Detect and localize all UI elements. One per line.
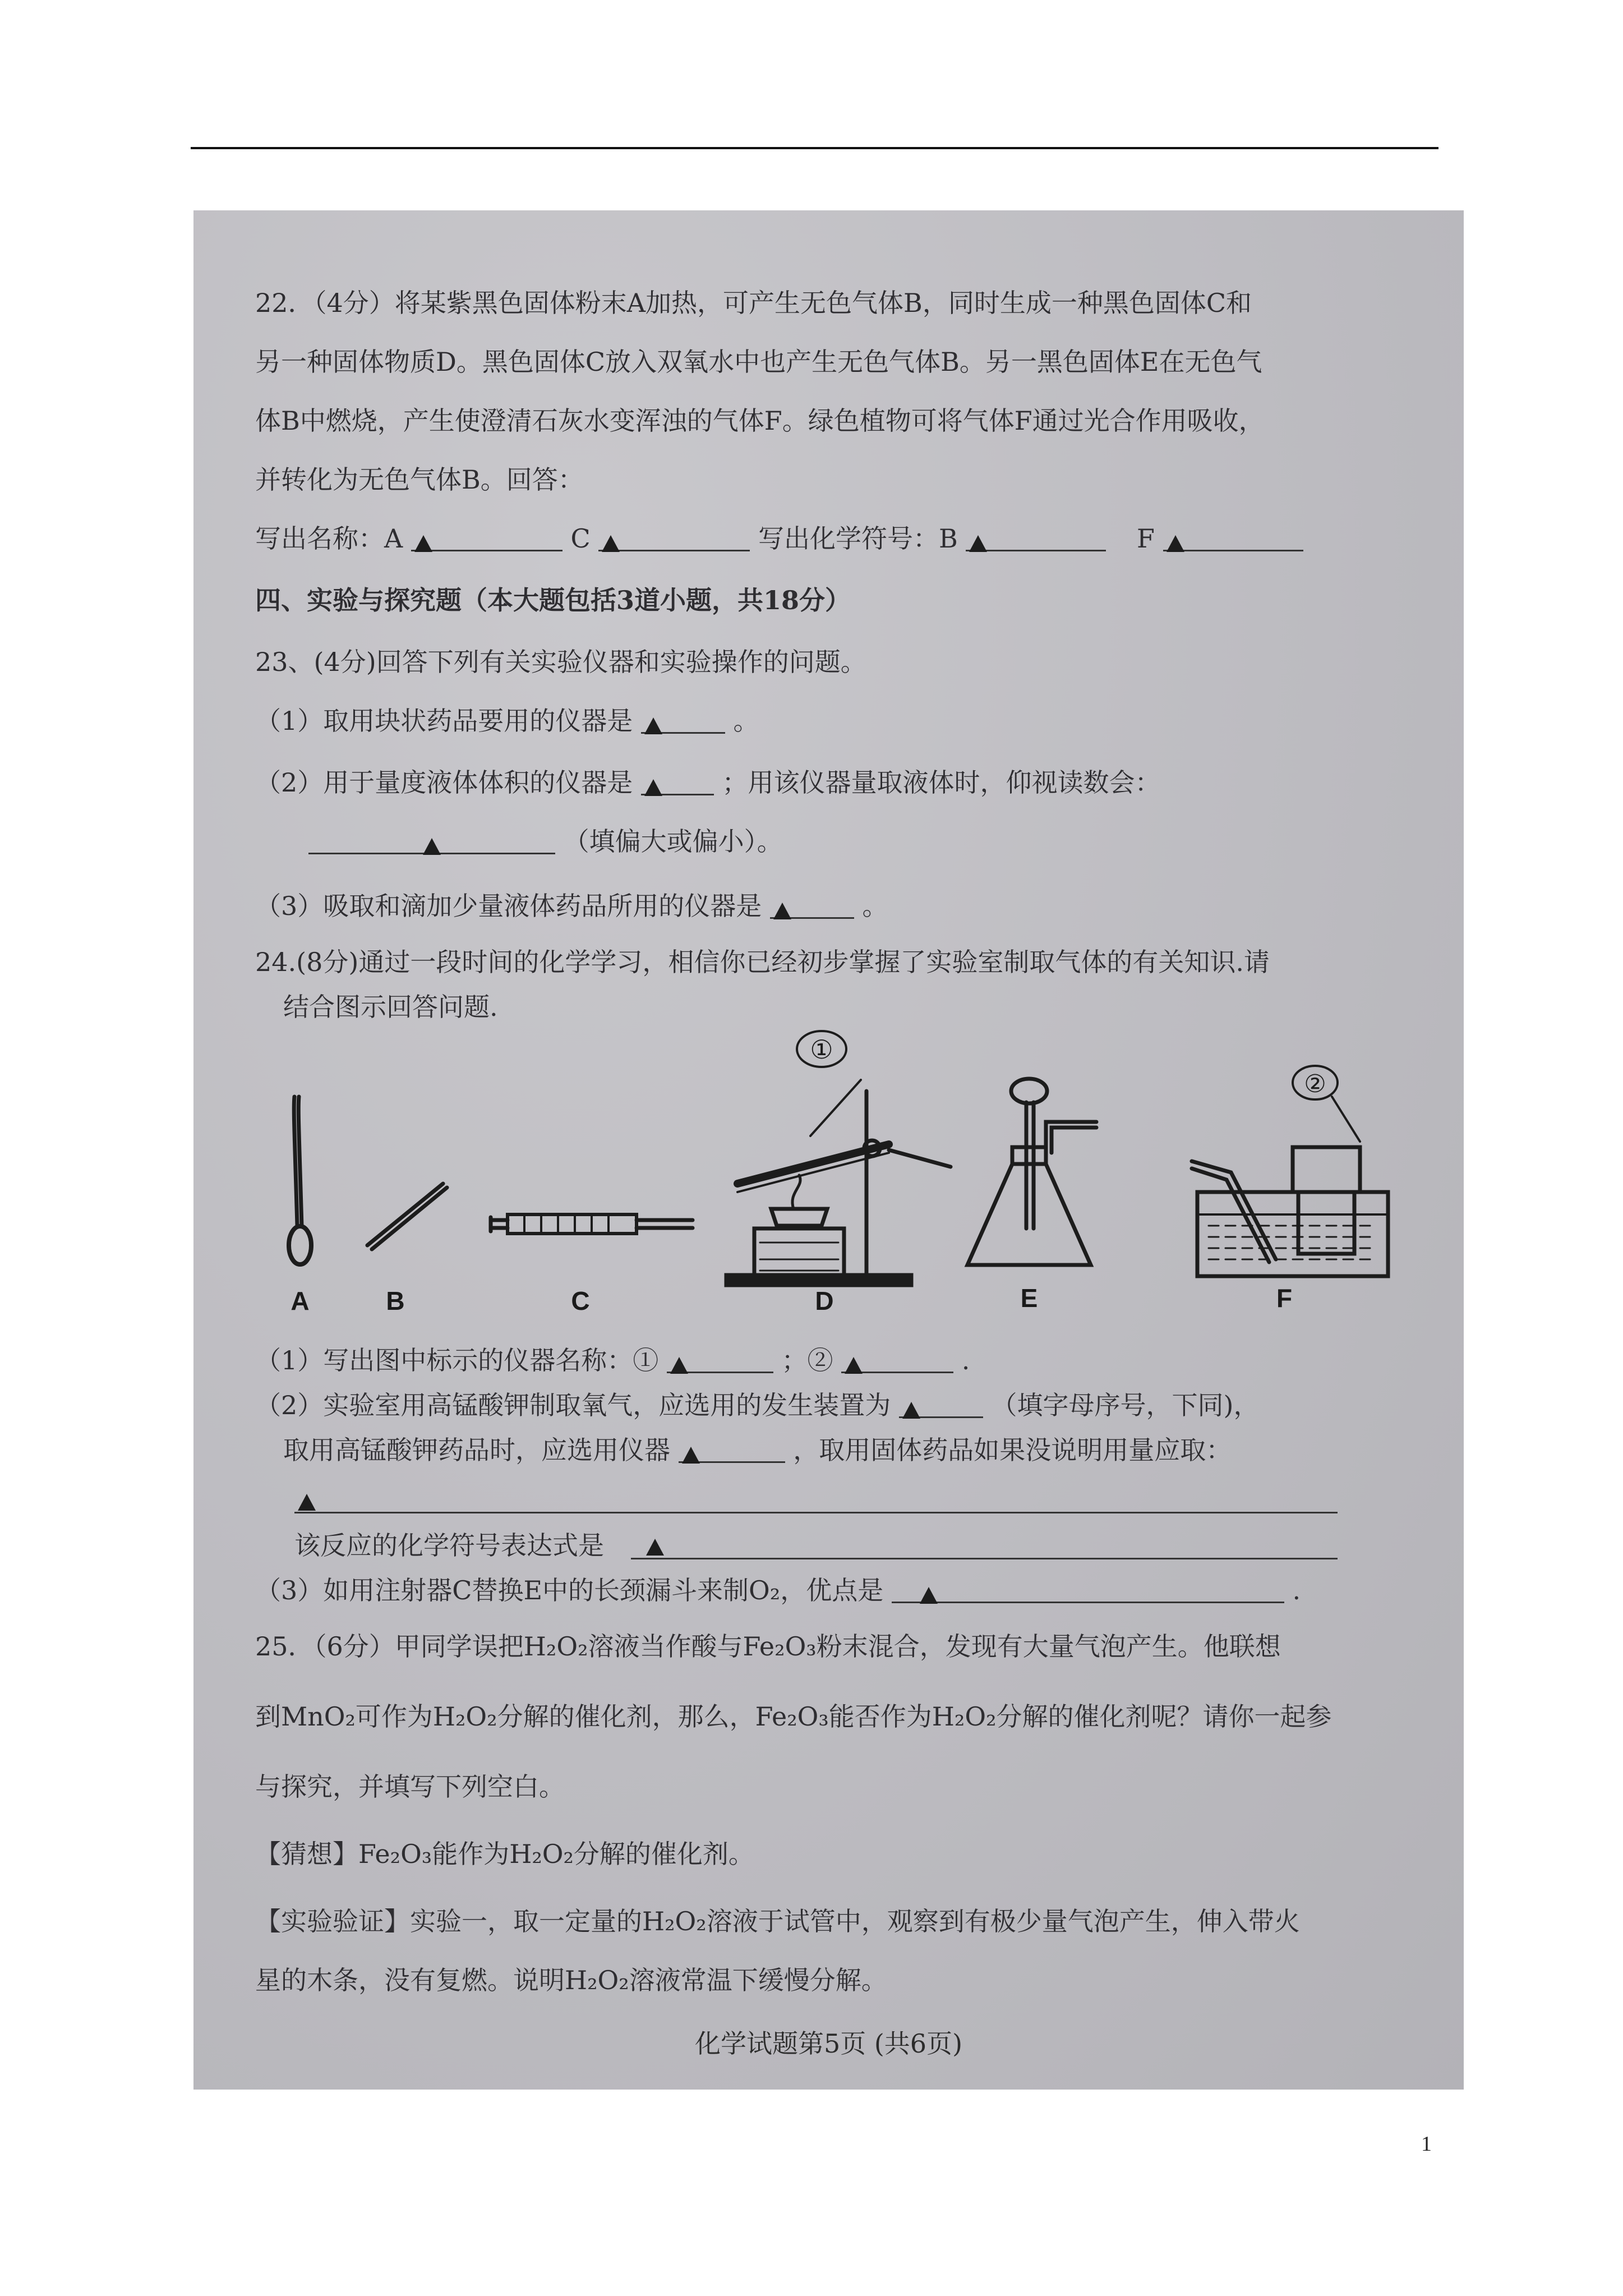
exam-photo bbox=[193, 210, 1464, 2090]
page-footer: 化学试题第5页 (共6页) bbox=[694, 2028, 963, 2059]
q22-line1: 22．（4分）将某紫黑色固体粉末A加热，可产生无色气体B，同时生成一种黑色固体C和 bbox=[255, 288, 1252, 318]
q22-answer-line bbox=[255, 522, 1303, 555]
answer-triangle-icon bbox=[670, 1357, 688, 1374]
answer-triangle-icon bbox=[969, 535, 987, 552]
answer-triangle-icon bbox=[902, 1402, 920, 1419]
q24-p2-text3: ，取用固体药品如果没说明用量应取： bbox=[793, 1435, 1232, 1465]
q25-line2: 到MnO₂可作为H₂O₂分解的催化剂，那么，Fe₂O₃能否作为H₂O₂分解的催化剂呢？请你一起参 bbox=[255, 1701, 1332, 1732]
water-trough-icon bbox=[1192, 1097, 1388, 1276]
q23-blank1[interactable] bbox=[641, 707, 725, 734]
marker-1-label: ① bbox=[810, 1036, 833, 1064]
q25-line3: 与探究，并填写下列空白。 bbox=[255, 1772, 565, 1802]
q23-intro: 23、(4分)回答下列有关实验仪器和实验操作的问题。 bbox=[255, 647, 866, 677]
q23-blank3[interactable] bbox=[308, 828, 555, 854]
q24-part2-eq bbox=[294, 1529, 667, 1562]
fig-label-c: C bbox=[571, 1286, 590, 1315]
q25-verify2: 星的木条，没有复燃。说明H₂O₂溶液常温下缓慢分解。 bbox=[255, 1965, 887, 1995]
q24-p3-end: . bbox=[1292, 1575, 1301, 1605]
q22-line2: 另一种固体物质D。黑色固体C放入双氧水中也产生无色气体B。另一黑色固体E在无色气 bbox=[255, 347, 1262, 377]
tweezers-icon bbox=[367, 1184, 447, 1249]
q23-part2-cont bbox=[308, 825, 783, 858]
answer-triangle-icon bbox=[602, 535, 620, 552]
q24-blank6[interactable] bbox=[892, 1577, 1284, 1603]
header-rule bbox=[191, 147, 1438, 149]
q24-p1-sep: ；② bbox=[781, 1345, 833, 1375]
answer-triangle-icon bbox=[646, 1539, 664, 1556]
answer-triangle-icon bbox=[920, 1587, 938, 1604]
q24-part2-cont bbox=[283, 1433, 1232, 1467]
answer-triangle-icon bbox=[644, 717, 662, 734]
q24-p2-text: （2）实验室用高锰酸钾制取氧气，应选用的发生装置为 bbox=[255, 1390, 891, 1420]
q24-part3 bbox=[255, 1573, 1301, 1607]
q24-blank4[interactable] bbox=[679, 1437, 785, 1463]
q24-p1-end: . bbox=[961, 1345, 970, 1375]
q23-p3-text: （3）吸取和滴加少量液体药品所用的仪器是 bbox=[255, 891, 762, 921]
answer-triangle-icon bbox=[644, 779, 662, 796]
q24-intro2: 结合图示回答问题. bbox=[283, 992, 498, 1022]
answer-triangle-icon bbox=[298, 1494, 316, 1511]
q23-blank4[interactable] bbox=[770, 892, 854, 919]
flask-icon bbox=[967, 1079, 1096, 1265]
q22-blank-a[interactable] bbox=[411, 525, 562, 551]
answer-triangle-icon bbox=[414, 535, 432, 552]
section4-heading: 四、实验与探究题（本大题包括3道小题，共18分） bbox=[255, 585, 851, 615]
fig-label-d: D bbox=[815, 1286, 834, 1315]
q22-label-c: C bbox=[570, 523, 591, 554]
q23-p2-text2: ；用该仪器量取液体时，仰视读数会： bbox=[722, 767, 1161, 798]
answer-triangle-icon bbox=[1166, 535, 1184, 552]
q24-p2-hint: （填字母序号，下同)， bbox=[991, 1390, 1260, 1420]
q25-guess: 【猜想】Fe₂O₃能作为H₂O₂分解的催化剂。 bbox=[255, 1839, 754, 1869]
q22-label-b: 写出化学符号：B bbox=[758, 523, 958, 554]
heating-apparatus-icon bbox=[726, 1080, 951, 1285]
q24-p2-text4: 该反应的化学符号表达式是 bbox=[294, 1530, 604, 1561]
q23-p2-hint: （填偏大或偏小）。 bbox=[563, 826, 783, 857]
q24-p1-text: （1）写出图中标示的仪器名称：① bbox=[255, 1345, 659, 1375]
answer-triangle-icon bbox=[423, 838, 441, 855]
q24-answer-rule bbox=[294, 1512, 1338, 1513]
q24-blank2[interactable] bbox=[841, 1347, 953, 1373]
fig-label-e: E bbox=[1020, 1283, 1038, 1313]
q23-part2 bbox=[255, 766, 1161, 799]
q23-p3-end: 。 bbox=[862, 891, 888, 921]
marker-1-icon bbox=[797, 1031, 846, 1067]
q22-line3: 体B中燃烧，产生使澄清石灰水变浑浊的气体F。绿色植物可将气体F通过光合作用吸收， bbox=[255, 406, 1265, 436]
q22-label-a: 写出名称：A bbox=[255, 523, 403, 554]
q24-blank3[interactable] bbox=[899, 1392, 983, 1418]
q22-blank-b[interactable] bbox=[966, 525, 1106, 551]
q23-part1 bbox=[255, 704, 759, 738]
q22-label-f: F bbox=[1137, 523, 1155, 554]
q23-part3 bbox=[255, 889, 888, 923]
syringe-icon bbox=[491, 1214, 693, 1234]
q24-part1 bbox=[255, 1343, 970, 1377]
fig-label-f: F bbox=[1276, 1283, 1293, 1313]
q22-line4: 并转化为无色气体B。回答： bbox=[255, 464, 584, 495]
q25-verify1: 【实验验证】实验一，取一定量的H₂O₂溶液于试管中，观察到有极少量气泡产生，伸入带火 bbox=[255, 1906, 1300, 1936]
q24-intro1: 24.(8分)通过一段时间的化学学习，相信你已经初步掌握了实验室制取气体的有关知识.请 bbox=[255, 947, 1270, 977]
q24-part2 bbox=[255, 1388, 1259, 1422]
fig-label-a: A bbox=[291, 1286, 310, 1315]
page-number: 1 bbox=[1421, 2132, 1432, 2156]
q24-p2-text2: 取用高锰酸钾药品时，应选用仪器 bbox=[283, 1435, 670, 1465]
marker-2-label: ② bbox=[1304, 1070, 1326, 1098]
q23-p1-end: 。 bbox=[733, 706, 759, 736]
marker-2-icon bbox=[1293, 1066, 1338, 1099]
answer-triangle-icon bbox=[845, 1357, 863, 1374]
q24-eq-rule bbox=[631, 1558, 1338, 1559]
q24-p3-text: （3）如用注射器C替换E中的长颈漏斗来制O₂，优点是 bbox=[255, 1575, 884, 1605]
ladle-icon bbox=[289, 1097, 311, 1264]
q22-blank-f[interactable] bbox=[1163, 525, 1303, 551]
q23-p1-text: （1）取用块状药品要用的仪器是 bbox=[255, 706, 633, 736]
q23-p2-text: （2）用于量度液体体积的仪器是 bbox=[255, 767, 633, 798]
answer-triangle-icon bbox=[773, 903, 791, 919]
q25-line1: 25．（6分）甲同学误把H₂O₂溶液当作酸与Fe₂O₃粉末混合，发现有大量气泡产生。他联想 bbox=[255, 1631, 1281, 1662]
q24-blank1[interactable] bbox=[667, 1347, 773, 1373]
answer-triangle-icon bbox=[682, 1447, 700, 1464]
fig-label-b: B bbox=[386, 1286, 405, 1315]
q23-blank2[interactable] bbox=[641, 769, 714, 795]
q22-blank-c[interactable] bbox=[598, 525, 750, 551]
apparatus-figure bbox=[244, 1024, 1410, 1315]
